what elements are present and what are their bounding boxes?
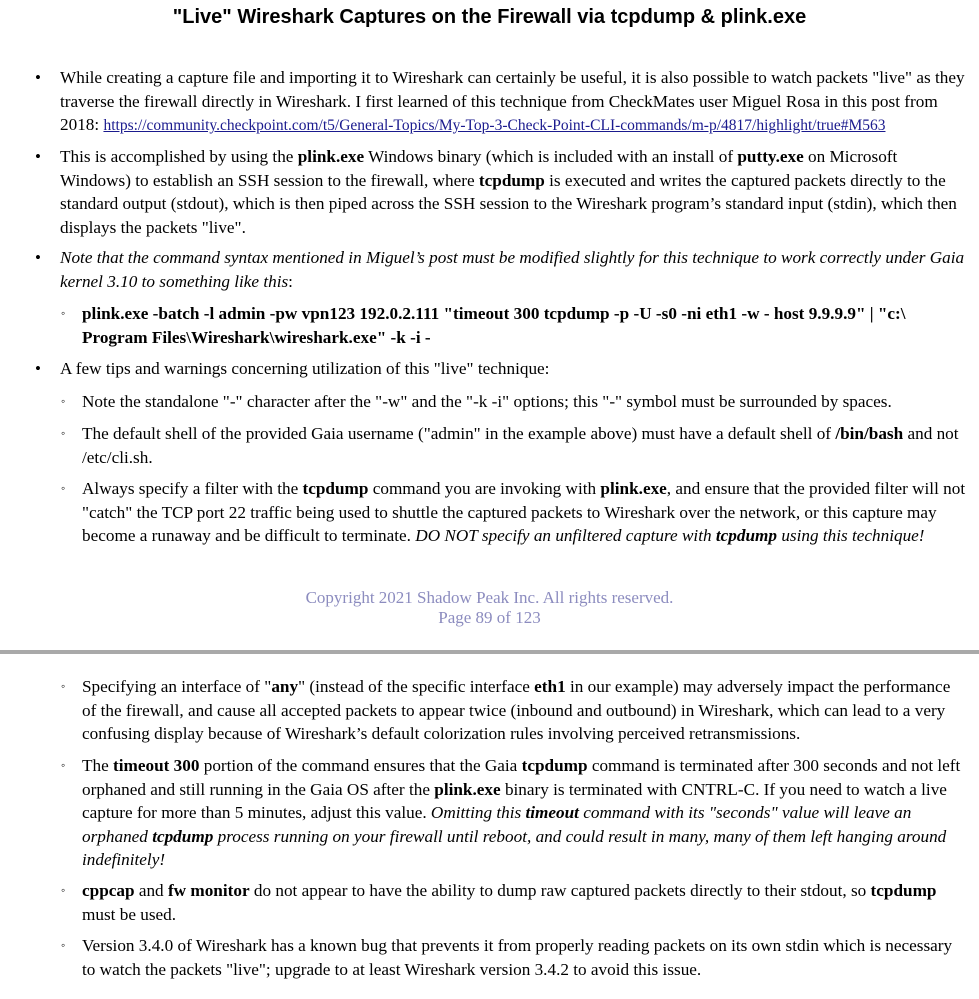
tip-timeout: The timeout 300 portion of the command ensures that the Gaia tcpdump command is terminated after 300 seconds and not left orphaned and still running in the Gaia OS after the plink.exe binary is terminated with CNTRL-C. If you need to watch a live capture for more than 5 minutes, adjust this value. Omitting this timeout command with its "seconds" value will leave an orphaned tcpdump process running on your firewall until reboot, and could result in many, many of them left hanging around indefinitely!: [82, 756, 961, 869]
sub-bullet-glyph: ◦: [61, 306, 66, 320]
tip-default-shell: The default shell of the provided Gaia username ("admin" in the example above) must have a default shell of /bin/bash and not /etc/cli.sh.: [82, 424, 959, 467]
sub-bullet-glyph: ◦: [61, 758, 66, 772]
sub-bullet-glyph: ◦: [61, 426, 66, 440]
tip-standalone-dash: Note the standalone "-" character after the "-w" and the "-k -i" options; this "-" symbol must be surrounded by spaces.: [82, 392, 892, 411]
command-example: plink.exe -batch -l admin -pw vpn123 192.0.2.111 "timeout 300 tcpdump -p -U -s0 -ni eth1 -w - host 9.9.9.9" | "c:\ Program Files\Wireshark\wireshark.exe" -k -i -: [82, 304, 906, 347]
paragraph-plink: This is accomplished by using the plink.exe Windows binary (which is included with an install of putty.exe on Microsoft Windows) to establish an SSH session to the firewall, where tcpdump is executed and writes the captured packets directly to the standard output (stdout), which is then piped across the SSH session to the Wireshark program’s standard input (stdin), which then displays the packets "live".: [60, 147, 957, 237]
sub-bullet-glyph: ◦: [61, 481, 66, 495]
page-number: Page 89 of 123: [438, 608, 541, 627]
paragraph-intro: While creating a capture file and importing it to Wireshark can certainly be useful, it is also possible to watch packets "live" as they traverse the firewall directly in Wireshark. I first learned of this technique from CheckMates user Miguel Rosa in this post from 2018: https://community.checkpoint.com/t5/General-Topics/My-Top-3-Check-Point-CLI-commands/m-p/4817/highlight/true#M563: [60, 68, 965, 134]
checkmates-post-link[interactable]: https://community.checkpoint.com/t5/General-Topics/My-Top-3-Check-Point-CLI-commands/m-p/4817/highlight/true#M563: [103, 117, 886, 134]
copyright-footer: Copyright 2021 Shadow Peak Inc. All rights reserved.: [305, 588, 674, 607]
page-title: "Live" Wireshark Captures on the Firewall via tcpdump & plink.exe: [172, 6, 807, 28]
paragraph-syntax-note: Note that the command syntax mentioned in Miguel’s post must be modified slightly for this technique to work correctly under Gaia kernel 3.10 to something like this:: [60, 248, 965, 291]
sub-bullet-glyph: ◦: [61, 679, 66, 693]
bullet-glyph: •: [35, 248, 41, 267]
tip-specify-filter: Always specify a filter with the tcpdump command you are invoking with plink.exe, and ensure that the provided filter will not "catch" the TCP port 22 traffic being used to shuttle the captured packets to Wireshark over the network, or this capture may become a runaway and be difficult to terminate. DO NOT specify an unfiltered capture with tcpdump using this technique!: [82, 479, 966, 545]
tip-cppcap-fw-monitor: cppcap and fw monitor do not appear to have the ability to dump raw captured packets directly to their stdout, so tcpdump must be used.: [82, 881, 937, 924]
sub-bullet-glyph: ◦: [61, 938, 66, 952]
bullet-glyph: •: [35, 68, 41, 87]
bullet-glyph: •: [35, 359, 41, 378]
sub-bullet-glyph: ◦: [61, 883, 66, 897]
document-page-90: [0, 654, 979, 999]
sub-bullet-glyph: ◦: [61, 394, 66, 408]
tip-any-interface: Specifying an interface of "any" (instead of the specific interface eth1 in our example) may adversely impact the performance of the firewall, and cause all accepted packets to appear twice (inbound and outbound) in Wireshark, which can lead to a very confusing display because of Wireshark’s default colorization rules involving perceived retransmissions.: [82, 677, 951, 743]
tip-wireshark-bug: Version 3.4.0 of Wireshark has a known bug that prevents it from properly reading packets on its own stdin which is necessary to watch the packets "live"; upgrade to at least Wireshark version 3.4.2 to avoid this issue.: [82, 936, 953, 979]
bullet-glyph: •: [35, 147, 41, 166]
paragraph-tips-intro: A few tips and warnings concerning utilization of this "live" technique:: [60, 359, 550, 378]
